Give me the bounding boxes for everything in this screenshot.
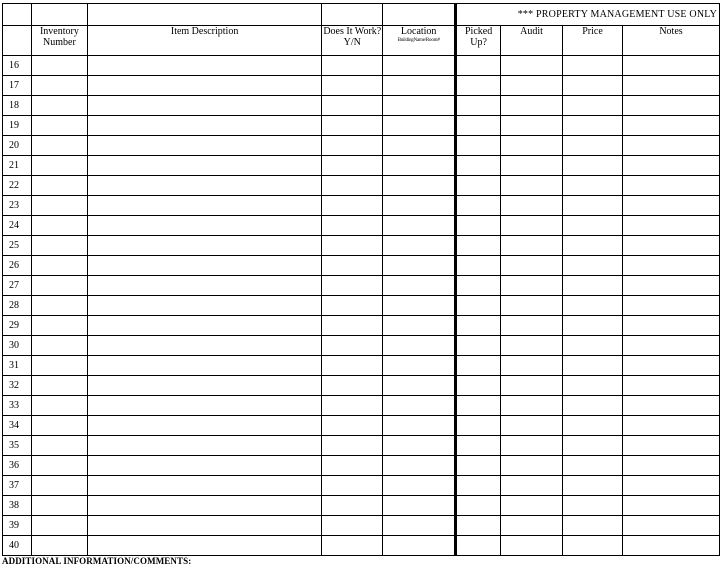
notes-cell[interactable] — [623, 136, 720, 156]
inventory-number-cell[interactable] — [31, 276, 87, 296]
price-cell[interactable] — [563, 476, 623, 496]
item-description-cell[interactable] — [87, 316, 321, 336]
audit-cell[interactable] — [501, 416, 563, 436]
notes-cell[interactable] — [623, 316, 720, 336]
row-number: 28 — [3, 296, 32, 316]
item-description-cell[interactable] — [87, 216, 321, 236]
table-row — [3, 416, 720, 436]
price-cell[interactable] — [563, 496, 623, 516]
audit-cell[interactable] — [501, 56, 563, 76]
notes-cell[interactable] — [623, 196, 720, 216]
notes-header: Notes — [623, 26, 720, 56]
price-cell[interactable] — [563, 176, 623, 196]
row-number: 27 — [3, 276, 32, 296]
price-cell[interactable] — [563, 536, 623, 556]
picked-up-cell[interactable] — [456, 456, 501, 476]
audit-cell[interactable] — [501, 116, 563, 136]
does-it-work-cell[interactable] — [322, 496, 383, 516]
location-cell[interactable] — [383, 116, 456, 136]
additional-comments-label: ADDITIONAL INFORMATION/COMMENTS: — [2, 556, 192, 566]
does-it-work-cell[interactable] — [322, 316, 383, 336]
notes-cell[interactable] — [623, 416, 720, 436]
item-description-cell[interactable] — [87, 256, 321, 276]
table-row — [3, 456, 720, 476]
table-row — [3, 496, 720, 516]
does-it-work-cell[interactable] — [322, 176, 383, 196]
location-cell[interactable] — [383, 296, 456, 316]
location-cell[interactable] — [383, 396, 456, 416]
location-cell[interactable] — [383, 416, 456, 436]
inventory-number-cell[interactable] — [31, 476, 87, 496]
price-cell[interactable] — [563, 256, 623, 276]
inventory-number-cell[interactable] — [31, 156, 87, 176]
notes-cell[interactable] — [623, 396, 720, 416]
notes-cell[interactable] — [623, 156, 720, 176]
picked-up-cell[interactable] — [456, 376, 501, 396]
picked-up-cell[interactable] — [456, 136, 501, 156]
row-number: 20 — [3, 136, 32, 156]
inventory-number-cell[interactable] — [31, 536, 87, 556]
picked-up-cell[interactable] — [456, 396, 501, 416]
blank-header-cell — [87, 4, 321, 26]
row-number: 36 — [3, 456, 32, 476]
location-cell[interactable] — [383, 76, 456, 96]
inventory-number-cell[interactable] — [31, 256, 87, 276]
audit-cell[interactable] — [501, 496, 563, 516]
picked-up-cell[interactable] — [456, 276, 501, 296]
location-cell[interactable] — [383, 316, 456, 336]
picked-up-cell[interactable] — [456, 516, 501, 536]
does-it-work-cell[interactable] — [322, 376, 383, 396]
item-description-cell[interactable] — [87, 356, 321, 376]
inventory-number-header: Inventory Number — [31, 26, 87, 56]
does-it-work-cell[interactable] — [322, 296, 383, 316]
price-cell[interactable] — [563, 356, 623, 376]
inventory-table — [2, 3, 720, 556]
audit-cell[interactable] — [501, 476, 563, 496]
audit-cell[interactable] — [501, 516, 563, 536]
table-row — [3, 256, 720, 276]
inventory-number-cell[interactable] — [31, 76, 87, 96]
inventory-number-cell[interactable] — [31, 296, 87, 316]
row-number: 24 — [3, 216, 32, 236]
audit-cell[interactable] — [501, 396, 563, 416]
price-cell[interactable] — [563, 376, 623, 396]
inventory-number-cell[interactable] — [31, 496, 87, 516]
table-row — [3, 396, 720, 416]
audit-cell[interactable] — [501, 256, 563, 276]
notes-cell[interactable] — [623, 456, 720, 476]
property-management-banner: *** PROPERTY MANAGEMENT USE ONLY — [456, 4, 720, 26]
item-description-cell[interactable] — [87, 536, 321, 556]
inventory-number-cell[interactable] — [31, 56, 87, 76]
item-description-header: Item Description — [87, 26, 321, 56]
table-row — [3, 196, 720, 216]
does-it-work-header: Does It Work? Y/N — [322, 26, 383, 56]
location-cell[interactable] — [383, 516, 456, 536]
picked-up-cell[interactable] — [456, 156, 501, 176]
corner-cell — [3, 4, 32, 26]
notes-cell[interactable] — [623, 216, 720, 236]
price-header: Price — [563, 26, 623, 56]
item-description-cell[interactable] — [87, 196, 321, 216]
row-number: 29 — [3, 316, 32, 336]
does-it-work-cell[interactable] — [322, 356, 383, 376]
table-row — [3, 76, 720, 96]
price-cell[interactable] — [563, 116, 623, 136]
item-description-cell[interactable] — [87, 236, 321, 256]
audit-cell[interactable] — [501, 136, 563, 156]
item-description-cell[interactable] — [87, 516, 321, 536]
row-number-header — [3, 26, 32, 56]
row-number: 21 — [3, 156, 32, 176]
does-it-work-cell[interactable] — [322, 116, 383, 136]
picked-up-cell[interactable] — [456, 236, 501, 256]
location-cell[interactable] — [383, 536, 456, 556]
does-it-work-cell[interactable] — [322, 56, 383, 76]
picked-up-cell[interactable] — [456, 296, 501, 316]
location-cell[interactable] — [383, 336, 456, 356]
item-description-cell[interactable] — [87, 176, 321, 196]
row-number: 23 — [3, 196, 32, 216]
table-row — [3, 136, 720, 156]
does-it-work-cell[interactable] — [322, 196, 383, 216]
does-it-work-cell[interactable] — [322, 336, 383, 356]
item-description-cell[interactable] — [87, 456, 321, 476]
inventory-number-cell[interactable] — [31, 196, 87, 216]
location-cell[interactable] — [383, 216, 456, 236]
audit-cell[interactable] — [501, 176, 563, 196]
row-number: 19 — [3, 116, 32, 136]
location-header-sublabel: BuildingName/Room# — [397, 38, 440, 43]
inventory-number-cell[interactable] — [31, 116, 87, 136]
inventory-number-cell[interactable] — [31, 336, 87, 356]
item-description-cell[interactable] — [87, 116, 321, 136]
location-cell[interactable] — [383, 456, 456, 476]
table-row — [3, 296, 720, 316]
table-row — [3, 96, 720, 116]
item-description-cell[interactable] — [87, 496, 321, 516]
location-cell[interactable] — [383, 196, 456, 216]
picked-up-cell[interactable] — [456, 96, 501, 116]
notes-cell[interactable] — [623, 356, 720, 376]
table-row — [3, 216, 720, 236]
does-it-work-cell[interactable] — [322, 76, 383, 96]
table-row — [3, 376, 720, 396]
picked-up-cell[interactable] — [456, 196, 501, 216]
picked-up-cell[interactable] — [456, 536, 501, 556]
table-row — [3, 156, 720, 176]
notes-cell[interactable] — [623, 96, 720, 116]
price-cell[interactable] — [563, 296, 623, 316]
does-it-work-cell[interactable] — [322, 416, 383, 436]
inventory-number-cell[interactable] — [31, 516, 87, 536]
price-cell[interactable] — [563, 456, 623, 476]
does-it-work-cell[interactable] — [322, 136, 383, 156]
price-cell[interactable] — [563, 416, 623, 436]
picked-up-cell[interactable] — [456, 56, 501, 76]
price-cell[interactable] — [563, 136, 623, 156]
price-cell[interactable] — [563, 236, 623, 256]
price-cell[interactable] — [563, 96, 623, 116]
item-description-cell[interactable] — [87, 156, 321, 176]
does-it-work-cell[interactable] — [322, 516, 383, 536]
table-row — [3, 56, 720, 76]
picked-up-cell[interactable] — [456, 116, 501, 136]
audit-cell[interactable] — [501, 196, 563, 216]
row-number: 22 — [3, 176, 32, 196]
does-it-work-cell[interactable] — [322, 96, 383, 116]
picked-up-cell[interactable] — [456, 76, 501, 96]
location-cell[interactable] — [383, 276, 456, 296]
row-number: 35 — [3, 436, 32, 456]
notes-cell[interactable] — [623, 516, 720, 536]
table-row — [3, 176, 720, 196]
row-number: 37 — [3, 476, 32, 496]
picked-up-cell[interactable] — [456, 496, 501, 516]
audit-cell[interactable] — [501, 436, 563, 456]
does-it-work-cell[interactable] — [322, 436, 383, 456]
notes-cell[interactable] — [623, 536, 720, 556]
item-description-cell[interactable] — [87, 76, 321, 96]
blank-header-cell — [383, 4, 456, 26]
location-cell[interactable] — [383, 156, 456, 176]
audit-cell[interactable] — [501, 96, 563, 116]
table-row — [3, 236, 720, 256]
notes-cell[interactable] — [623, 176, 720, 196]
notes-cell[interactable] — [623, 116, 720, 136]
does-it-work-cell[interactable] — [322, 276, 383, 296]
price-cell[interactable] — [563, 56, 623, 76]
row-number: 25 — [3, 236, 32, 256]
row-number: 18 — [3, 96, 32, 116]
item-description-cell[interactable] — [87, 476, 321, 496]
item-description-cell[interactable] — [87, 56, 321, 76]
location-cell[interactable] — [383, 176, 456, 196]
picked-up-header: Picked Up? — [456, 26, 501, 56]
top-header-row — [3, 4, 720, 26]
row-number: 26 — [3, 256, 32, 276]
audit-cell[interactable] — [501, 336, 563, 356]
notes-cell[interactable] — [623, 496, 720, 516]
audit-cell[interactable] — [501, 356, 563, 376]
picked-up-cell[interactable] — [456, 216, 501, 236]
item-description-cell[interactable] — [87, 416, 321, 436]
picked-up-cell[interactable] — [456, 336, 501, 356]
price-cell[interactable] — [563, 396, 623, 416]
notes-cell[interactable] — [623, 436, 720, 456]
row-number: 17 — [3, 76, 32, 96]
audit-cell[interactable] — [501, 76, 563, 96]
item-description-cell[interactable] — [87, 376, 321, 396]
inventory-number-cell[interactable] — [31, 136, 87, 156]
price-cell[interactable] — [563, 516, 623, 536]
blank-header-cell — [322, 4, 383, 26]
audit-cell[interactable] — [501, 276, 563, 296]
inventory-number-cell[interactable] — [31, 376, 87, 396]
inventory-number-cell[interactable] — [31, 456, 87, 476]
inventory-number-cell[interactable] — [31, 356, 87, 376]
row-number: 30 — [3, 336, 32, 356]
picked-up-cell[interactable] — [456, 356, 501, 376]
location-cell[interactable] — [383, 356, 456, 376]
picked-up-cell[interactable] — [456, 436, 501, 456]
price-cell[interactable] — [563, 336, 623, 356]
picked-up-cell[interactable] — [456, 176, 501, 196]
price-cell[interactable] — [563, 196, 623, 216]
picked-up-cell[interactable] — [456, 416, 501, 436]
location-cell[interactable] — [383, 136, 456, 156]
inventory-number-cell[interactable] — [31, 96, 87, 116]
item-description-cell[interactable] — [87, 436, 321, 456]
row-number: 38 — [3, 496, 32, 516]
audit-cell[interactable] — [501, 296, 563, 316]
notes-cell[interactable] — [623, 476, 720, 496]
table-row — [3, 516, 720, 536]
notes-cell[interactable] — [623, 256, 720, 276]
table-row — [3, 356, 720, 376]
does-it-work-cell[interactable] — [322, 256, 383, 276]
inventory-number-cell[interactable] — [31, 416, 87, 436]
does-it-work-cell[interactable] — [322, 456, 383, 476]
item-description-cell[interactable] — [87, 96, 321, 116]
price-cell[interactable] — [563, 316, 623, 336]
row-number: 32 — [3, 376, 32, 396]
row-number: 40 — [3, 536, 32, 556]
price-cell[interactable] — [563, 216, 623, 236]
row-number: 39 — [3, 516, 32, 536]
item-description-cell[interactable] — [87, 136, 321, 156]
location-cell[interactable] — [383, 236, 456, 256]
item-description-cell[interactable] — [87, 276, 321, 296]
notes-cell[interactable] — [623, 56, 720, 76]
table-row — [3, 316, 720, 336]
audit-cell[interactable] — [501, 376, 563, 396]
row-number: 31 — [3, 356, 32, 376]
price-cell[interactable] — [563, 76, 623, 96]
inventory-number-cell[interactable] — [31, 176, 87, 196]
inventory-number-cell[interactable] — [31, 396, 87, 416]
does-it-work-cell[interactable] — [322, 396, 383, 416]
table-row — [3, 276, 720, 296]
table-row — [3, 476, 720, 496]
location-cell[interactable] — [383, 476, 456, 496]
table-row — [3, 536, 720, 556]
picked-up-cell[interactable] — [456, 256, 501, 276]
audit-cell[interactable] — [501, 236, 563, 256]
does-it-work-cell[interactable] — [322, 236, 383, 256]
location-cell[interactable] — [383, 56, 456, 76]
inventory-number-cell[interactable] — [31, 316, 87, 336]
inventory-number-cell[interactable] — [31, 216, 87, 236]
does-it-work-cell[interactable] — [322, 476, 383, 496]
notes-cell[interactable] — [623, 276, 720, 296]
notes-cell[interactable] — [623, 76, 720, 96]
table-row — [3, 436, 720, 456]
row-number: 16 — [3, 56, 32, 76]
inventory-number-cell[interactable] — [31, 236, 87, 256]
audit-cell[interactable] — [501, 316, 563, 336]
item-description-cell[interactable] — [87, 296, 321, 316]
picked-up-cell[interactable] — [456, 476, 501, 496]
audit-cell[interactable] — [501, 156, 563, 176]
location-cell[interactable] — [383, 256, 456, 276]
audit-cell[interactable] — [501, 456, 563, 476]
notes-cell[interactable] — [623, 296, 720, 316]
price-cell[interactable] — [563, 276, 623, 296]
price-cell[interactable] — [563, 156, 623, 176]
notes-cell[interactable] — [623, 236, 720, 256]
location-cell[interactable] — [383, 376, 456, 396]
item-description-cell[interactable] — [87, 336, 321, 356]
audit-cell[interactable] — [501, 536, 563, 556]
location-cell[interactable] — [383, 96, 456, 116]
row-number: 33 — [3, 396, 32, 416]
location-cell[interactable] — [383, 436, 456, 456]
row-number: 34 — [3, 416, 32, 436]
blank-header-cell — [31, 4, 87, 26]
location-header — [383, 26, 456, 56]
item-description-cell[interactable] — [87, 396, 321, 416]
price-cell[interactable] — [563, 436, 623, 456]
does-it-work-cell[interactable] — [322, 216, 383, 236]
audit-cell[interactable] — [501, 216, 563, 236]
location-cell[interactable] — [383, 496, 456, 516]
location-header-label: Location — [400, 26, 437, 37]
table-row — [3, 336, 720, 356]
inventory-number-cell[interactable] — [31, 436, 87, 456]
notes-cell[interactable] — [623, 376, 720, 396]
does-it-work-cell[interactable] — [322, 156, 383, 176]
table-row — [3, 116, 720, 136]
audit-header: Audit — [501, 26, 563, 56]
notes-cell[interactable] — [623, 336, 720, 356]
picked-up-cell[interactable] — [456, 316, 501, 336]
does-it-work-cell[interactable] — [322, 536, 383, 556]
column-header-row — [3, 26, 720, 56]
